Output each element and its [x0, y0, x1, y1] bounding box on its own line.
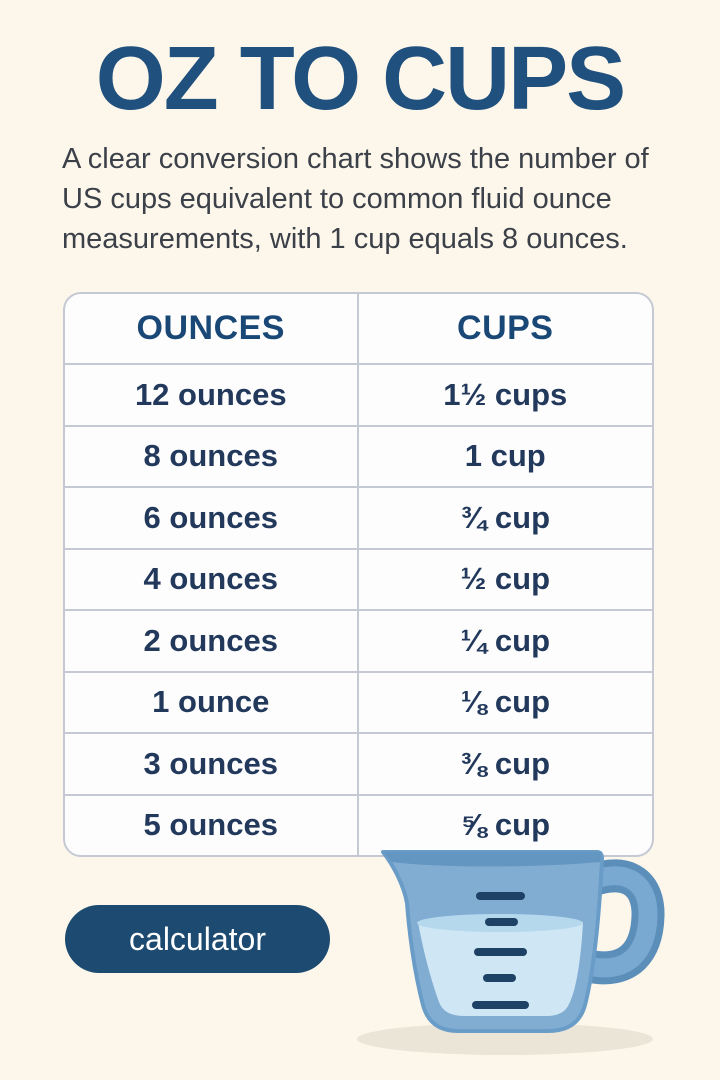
table-row — [65, 486, 652, 548]
ounces-cell: 6 ounces — [65, 488, 359, 548]
conversion-table — [63, 292, 654, 857]
table-row — [65, 425, 652, 487]
column-header-cups: CUPS — [457, 309, 554, 347]
subtitle-line-1: A clear conversion chart shows the number of — [62, 143, 649, 175]
ounces-cell: 12 ounces — [65, 365, 359, 425]
table-row — [65, 363, 652, 425]
cups-cell: ⅜ cup — [460, 745, 551, 781]
table-row — [65, 671, 652, 733]
cups-cell: 1 cup — [464, 438, 546, 474]
column-header-ounces: OUNCES — [65, 294, 359, 363]
cups-cell: ⅛ cup — [460, 684, 551, 720]
subtitle-line-3: measurements, with 1 cup equals 8 ounces. — [62, 223, 628, 255]
ounces-cell: 4 ounces — [65, 550, 359, 610]
ounces-cell: 1 ounce — [65, 673, 359, 733]
ounces-cell: 5 ounces — [65, 796, 359, 856]
table-header-row — [65, 294, 652, 363]
calculator-button[interactable] — [65, 905, 330, 973]
subtitle-line-2: US cups equivalent to common fluid ounce — [62, 183, 612, 215]
page-subtitle — [62, 139, 682, 259]
ounces-cell: 8 ounces — [65, 427, 359, 487]
ounces-cell: 2 ounces — [65, 611, 359, 671]
cups-cell: ½ cup — [460, 561, 551, 597]
table-row — [65, 732, 652, 794]
calculator-button-label: calculator — [129, 920, 266, 957]
table-row — [65, 548, 652, 610]
cups-cell: ⅝ cup — [460, 807, 551, 843]
cups-cell: 1½ cups — [443, 376, 568, 412]
ounces-cell: 3 ounces — [65, 734, 359, 794]
cups-cell: ¾ cup — [460, 499, 551, 535]
table-row — [65, 609, 652, 671]
page-title: OZ TO CUPS — [95, 29, 625, 129]
measuring-cup-icon — [350, 840, 690, 1075]
cups-cell: ¼ cup — [460, 622, 551, 658]
